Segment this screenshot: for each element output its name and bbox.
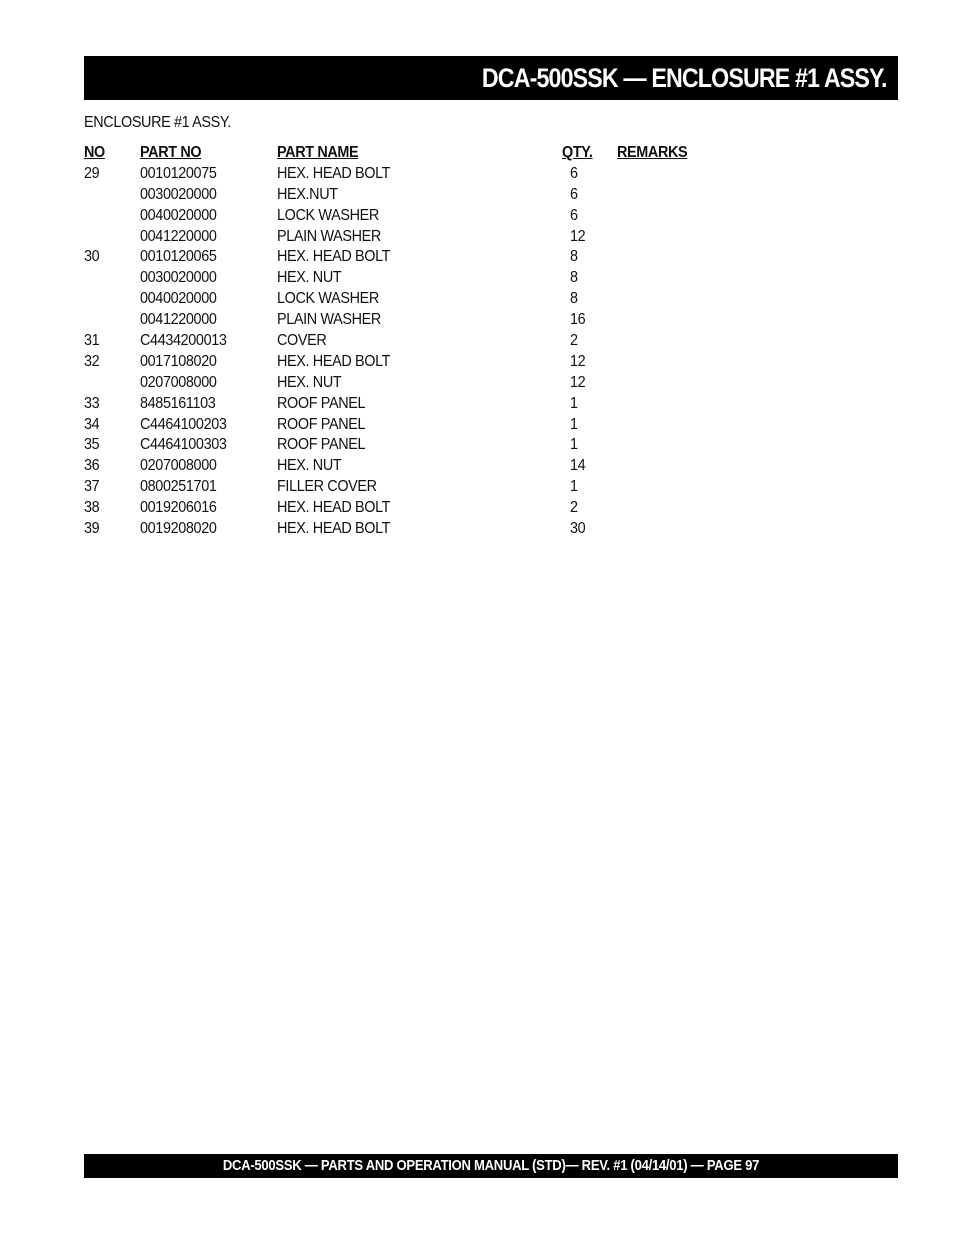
page-footer-bar xyxy=(84,1154,898,1178)
cell-part-name: HEX. HEAD BOLT xyxy=(277,248,391,266)
cell-part-name: HEX. HEAD BOLT xyxy=(277,164,391,182)
cell-part-no: 0041220000 xyxy=(140,227,217,245)
column-header-part-no: PART NO xyxy=(140,144,202,161)
table-row xyxy=(84,289,724,310)
page-title: DCA-500SSK — ENCLOSURE #1 ASSY. xyxy=(482,63,887,93)
cell-qty: 30 xyxy=(570,520,586,538)
cell-part-name: HEX. HEAD BOLT xyxy=(277,352,391,370)
cell-no: 36 xyxy=(84,457,100,475)
table-row xyxy=(84,456,724,477)
cell-qty: 16 xyxy=(570,311,586,329)
table-row xyxy=(84,268,724,289)
cell-part-no: 0207008000 xyxy=(140,457,217,475)
column-header-part-name: PART NAME xyxy=(277,144,359,161)
cell-no: 32 xyxy=(84,352,100,370)
cell-part-no: 0800251701 xyxy=(140,478,217,496)
table-row xyxy=(84,394,724,415)
cell-part-no: 0019208020 xyxy=(140,520,217,538)
table-row xyxy=(84,227,724,248)
cell-part-name: PLAIN WASHER xyxy=(277,311,381,329)
cell-qty: 2 xyxy=(570,499,578,517)
cell-qty: 8 xyxy=(570,269,578,287)
table-row xyxy=(84,164,724,185)
cell-qty: 6 xyxy=(570,185,578,203)
cell-part-no: 0010120065 xyxy=(140,248,217,266)
cell-no: 37 xyxy=(84,478,100,496)
cell-no: 34 xyxy=(84,415,100,433)
cell-part-name: HEX. HEAD BOLT xyxy=(277,499,391,517)
cell-part-name: LOCK WASHER xyxy=(277,290,379,308)
cell-part-no: 0019206016 xyxy=(140,499,217,517)
table-row xyxy=(84,373,724,394)
cell-part-name: HEX. HEAD BOLT xyxy=(277,520,391,538)
cell-part-name: COVER xyxy=(277,332,327,350)
page-footer-text: DCA-500SSK — PARTS AND OPERATION MANUAL (STD)— REV. #1 (04/14/01) — PAGE 97 xyxy=(222,1158,760,1174)
cell-part-name: HEX. NUT xyxy=(277,373,342,391)
table-body xyxy=(84,164,724,540)
page-header-bar xyxy=(84,56,898,100)
section-label: ENCLOSURE #1 ASSY. xyxy=(84,114,231,131)
cell-part-no: 0040020000 xyxy=(140,290,217,308)
cell-no: 33 xyxy=(84,394,100,412)
cell-no: 31 xyxy=(84,332,100,350)
table-row xyxy=(84,352,724,373)
cell-part-no: C4434200013 xyxy=(140,332,227,350)
cell-qty: 6 xyxy=(570,206,578,224)
cell-part-no: 0030020000 xyxy=(140,185,217,203)
cell-no: 39 xyxy=(84,520,100,538)
cell-part-name: HEX. NUT xyxy=(277,269,342,287)
cell-qty: 1 xyxy=(570,394,578,412)
column-header-qty: QTY. xyxy=(562,144,593,161)
cell-qty: 12 xyxy=(570,227,586,245)
cell-no: 29 xyxy=(84,164,100,182)
cell-part-no: C4464100303 xyxy=(140,436,227,454)
cell-part-no: C4464100203 xyxy=(140,415,227,433)
cell-part-name: LOCK WASHER xyxy=(277,206,379,224)
cell-no: 38 xyxy=(84,499,100,517)
parts-table xyxy=(84,143,724,540)
cell-part-name: HEX.NUT xyxy=(277,185,338,203)
cell-part-no: 0041220000 xyxy=(140,311,217,329)
cell-part-no: 0017108020 xyxy=(140,352,217,370)
cell-no: 30 xyxy=(84,248,100,266)
table-row xyxy=(84,310,724,331)
cell-part-no: 0030020000 xyxy=(140,269,217,287)
cell-part-name: ROOF PANEL xyxy=(277,415,366,433)
cell-qty: 14 xyxy=(570,457,586,475)
column-header-no: NO xyxy=(84,144,105,161)
cell-qty: 1 xyxy=(570,436,578,454)
cell-part-name: PLAIN WASHER xyxy=(277,227,381,245)
table-row xyxy=(84,435,724,456)
cell-part-no: 8485161103 xyxy=(140,394,216,412)
table-row xyxy=(84,247,724,268)
cell-qty: 6 xyxy=(570,164,578,182)
cell-qty: 1 xyxy=(570,478,578,496)
table-row xyxy=(84,206,724,227)
cell-qty: 8 xyxy=(570,248,578,266)
cell-qty: 12 xyxy=(570,352,586,370)
cell-part-name: HEX. NUT xyxy=(277,457,342,475)
column-header-remarks: REMARKS xyxy=(617,144,688,161)
table-row xyxy=(84,331,724,352)
table-row xyxy=(84,415,724,436)
table-row xyxy=(84,185,724,206)
cell-qty: 8 xyxy=(570,290,578,308)
cell-qty: 2 xyxy=(570,332,578,350)
cell-no: 35 xyxy=(84,436,100,454)
cell-part-name: FILLER COVER xyxy=(277,478,377,496)
cell-qty: 1 xyxy=(570,415,578,433)
table-header-row xyxy=(84,143,724,164)
cell-part-no: 0010120075 xyxy=(140,164,217,182)
cell-part-name: ROOF PANEL xyxy=(277,436,366,454)
cell-qty: 12 xyxy=(570,373,586,391)
table-row xyxy=(84,519,724,540)
cell-part-name: ROOF PANEL xyxy=(277,394,366,412)
cell-part-no: 0040020000 xyxy=(140,206,217,224)
table-row xyxy=(84,477,724,498)
table-row xyxy=(84,498,724,519)
cell-part-no: 0207008000 xyxy=(140,373,217,391)
